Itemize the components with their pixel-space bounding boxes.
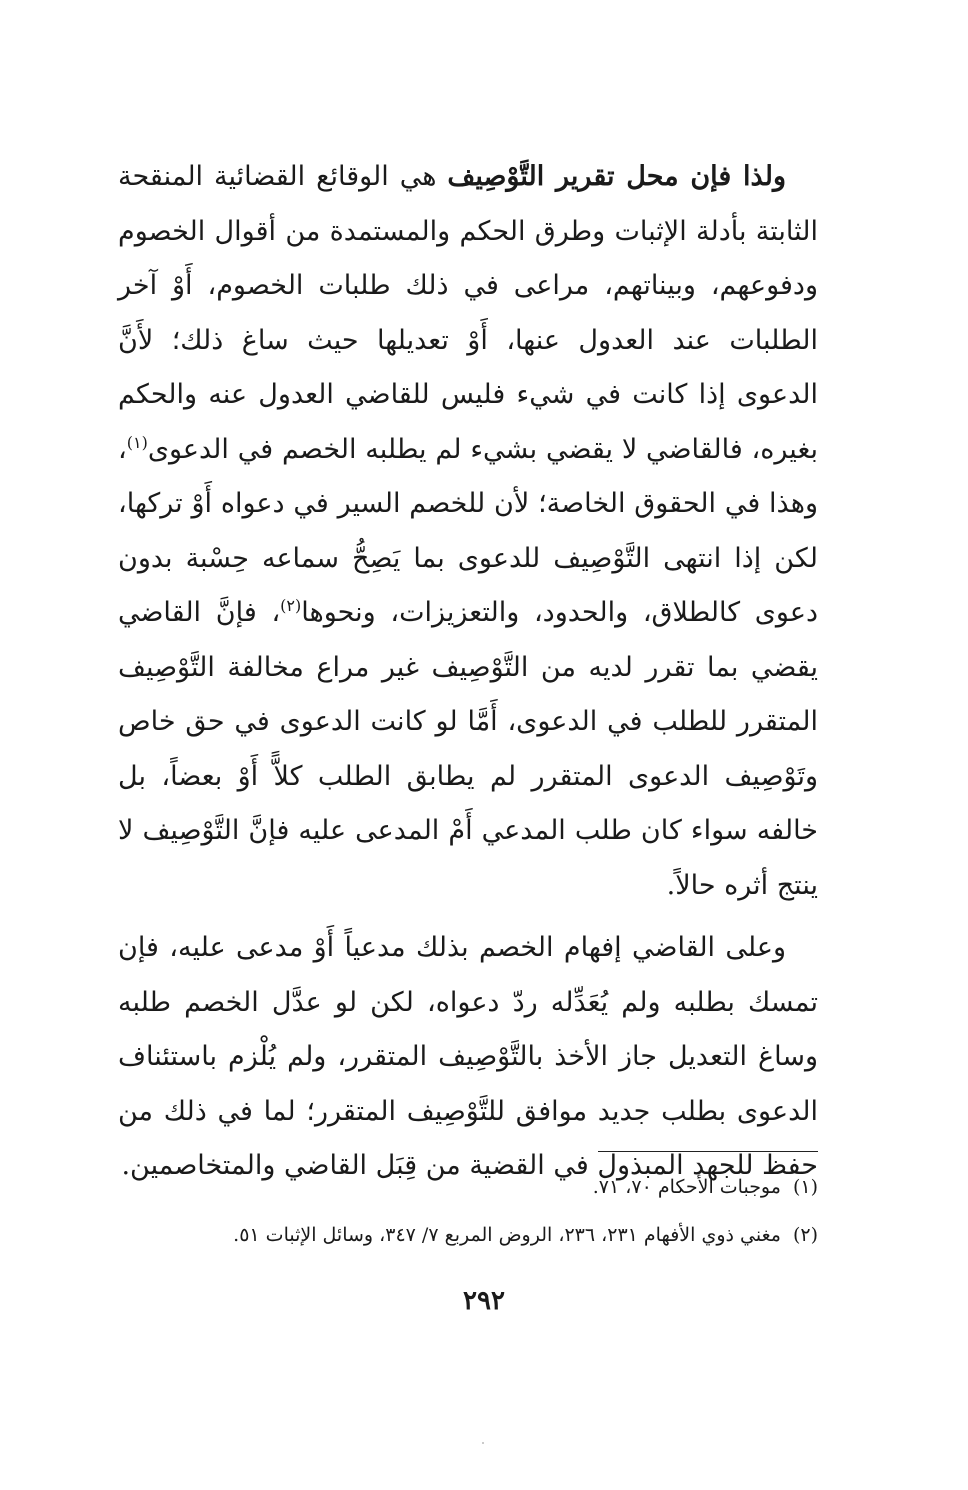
main-text [118,150,818,1194]
page-number: ٢٩٢ [463,1286,505,1316]
paragraph-1-lead: ولذا فإن محل تقرير التَّوْصِيف [447,161,786,192]
footnote-2-number: (٢) [792,1224,818,1246]
footnote-separator [598,1151,818,1152]
footnote-2-text: مغني ذوي الأفهام ٢٣١، ٢٣٦، الروض المربع ٧/ ٣٤٧، وسائل الإثبات ٥١. [233,1224,781,1246]
footnote-marker-2: (٢) [280,596,302,615]
scan-speck [482,1442,484,1444]
paragraph-1-part-3: ، فإنَّ القاضي يقضي بما تقرر لديه من التَّوْصِيف غير مراع مخالفة التَّوْصِيف المتقرر للطلب في الدعوى، أَمَّا لو كانت الدعوى في حق خاص وتَوْصِيف الدعوى المتقرر لم يطابق الطلب كلاًّ أَوْ بعضاً، بل خالفه سواء كان طلب المدعي أَمْ المدعى عليه فإنَّ التَّوْصِيف لا ينتج أثره حالاً. [118,597,818,901]
footnote-1 [118,1163,818,1211]
paragraph-1 [118,150,818,913]
paragraph-2: وعلى القاضي إفهام الخصم بذلك مدعياً أَوْ مدعى عليه، فإن تمسك بطلبه ولم يُعَدِّله ردّ دعواه، لكن لو عدَّل الخصم طلبه وساغ التعديل جاز الأخذ بالتَّوْصِيف المتقرر، ولم يُلْزم باستئناف الدعوى بطلب جديد موافق للتَّوْصِيف المتقرر؛ لما في ذلك من حفظ للجهد المبذول في القضية من قِبَل القاضي والمتخاصمين. [118,932,818,1181]
paragraph-1-part-2: ، وهذا في الحقوق الخاصة؛ لأن للخصم السير في دعواه أَوْ تركها، لكن إذا انتهى التَّوْصِيف للدعوى بما يَصِحُّ سماعه حِسْبة بدون دعوى كالطلاق، والحدود، والتعزيزات، ونحوها [118,433,818,628]
footnote-1-text: موجبات الأحكام ٧٠، ٧١. [592,1176,781,1198]
paragraph-1-part-1: هي الوقائع القضائية المنقحة الثابتة بأدلة الإثبات وطرق الحكم والمستمدة من أقوال الخصوم ودفوعهم، وبيناتهم، مراعى في ذلك طلبات الخصوم، أَوْ آخر الطلبات عند العدول عنها، أَوْ تعديلها حيث ساغ ذلك؛ لأَنَّ الدعوى إذا كانت في شيء فليس للقاضي العدول عنه والحكم بغيره، فالقاضي لا يقضي بشيء لم يطلبه الخصم في الدعوى [118,161,818,465]
footnote-2 [118,1211,818,1259]
footnote-marker-1: (١) [126,432,148,452]
footnote-1-number: (١) [792,1176,818,1198]
footnotes [118,1163,818,1259]
